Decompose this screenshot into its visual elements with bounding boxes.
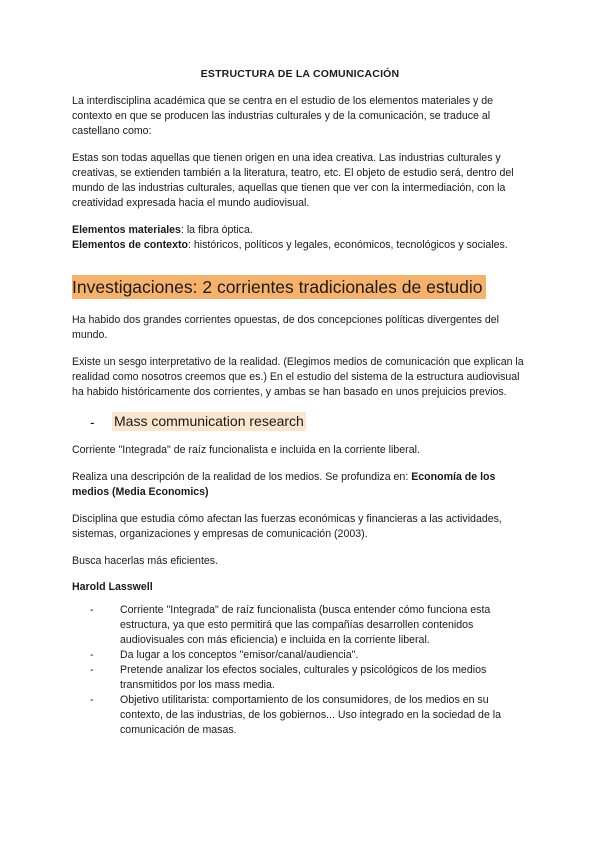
list-item-text: Pretende analizar los efectos sociales, culturales y psicológicos de los medios transmitidos por los mass media. [120,664,487,691]
intro-paragraph: La interdisciplina académica que se centra en el estudio de los elementos materiales y de contexto en que se producen las industrias culturales y de la comunicación, se traduce al castellano como: [72,95,494,137]
subheading-lasswell: Harold Lasswell [72,581,153,593]
contexto-line [72,238,528,253]
list-item [90,603,528,648]
list-item [90,663,528,693]
materiales-line [72,223,528,238]
list-item [90,648,528,663]
industries-paragraph: Estas son todas aquellas que tienen origen en una idea creativa. Las industrias culturales y creativas, se extienden también a la literatura, teatro, etc. El objeto de estudio será, dentro del mundo de las industrias culturales, aquellas que tienen que ver con la intermediación, con la creatividad expresada hacia el mundo audiovisual. [72,152,514,209]
eficientes-paragraph: Busca hacerlas más eficientes. [72,555,219,567]
heading-mass-communication: Mass communication research [114,413,304,429]
list-item-text: Corriente "Integrada" de raíz funcionalista (busca entender cómo funciona esta estructura, ya que esto permitirá que las compañías desarrollen contenidos audiovisuales con más eficiencia) e incluida en la corriente liberal. [120,604,491,646]
descripcion-text: Realiza una descripción de la realidad de los medios. Se profundiza en: [72,471,412,483]
descripcion-bold: Economía de los medios (Media Economics) [72,471,496,498]
list-item [90,693,528,738]
document-page [72,68,528,738]
list-dash: - [90,649,94,661]
contexto-label: Elementos de contexto [72,239,188,251]
list-dash: - [90,694,94,706]
integrada-paragraph: Corriente "Integrada" de raíz funcionalista e incluida en la corriente liberal. [72,444,420,456]
list-item-text: Objetivo utilitarista: comportamiento de los consumidores, de los medios en su contexto, de las industrias, de los gobiernos... Uso integrado en la sociedad de la comunicación de masas. [120,694,502,736]
list-dash: - [90,664,94,676]
list-dash: - [90,604,94,616]
page-title: ESTRUCTURA DE LA COMUNICACIÓN [200,68,400,80]
list-item-text: Da lugar a los conceptos "emisor/canal/audiencia". [120,649,359,661]
sesgo-paragraph: Existe un sesgo interpretativo de la realidad. (Elegimos medios de comunicación que explican la realidad como nosotros creemos que es.) En el estudio del sistema de la estructura audiovisual ha habido históricamente dos corrientes, y ambas se han basado en unos prejuicios previos. [72,356,524,398]
heading-dash: - [90,413,95,430]
materiales-label: Elementos materiales [72,224,181,236]
corrientes-paragraph: Ha habido dos grandes corrientes opuestas, de dos concepciones políticas divergentes del mundo. [72,314,499,341]
heading-investigaciones: Investigaciones: 2 corrientes tradicionales de estudio [72,275,486,299]
materiales-text: : la fibra óptica. [180,224,253,236]
disciplina-paragraph: Disciplina que estudia cómo afectan las fuerzas económicas y financieras a las actividades, sistemas, organizaciones y empresas de comunicación (2003). [72,513,502,540]
lasswell-list [72,603,528,738]
contexto-text: : históricos, políticos y legales, económicos, tecnológicos y sociales. [187,239,508,251]
heading-mass-communication-row [72,412,528,431]
descripcion-paragraph [72,470,528,500]
